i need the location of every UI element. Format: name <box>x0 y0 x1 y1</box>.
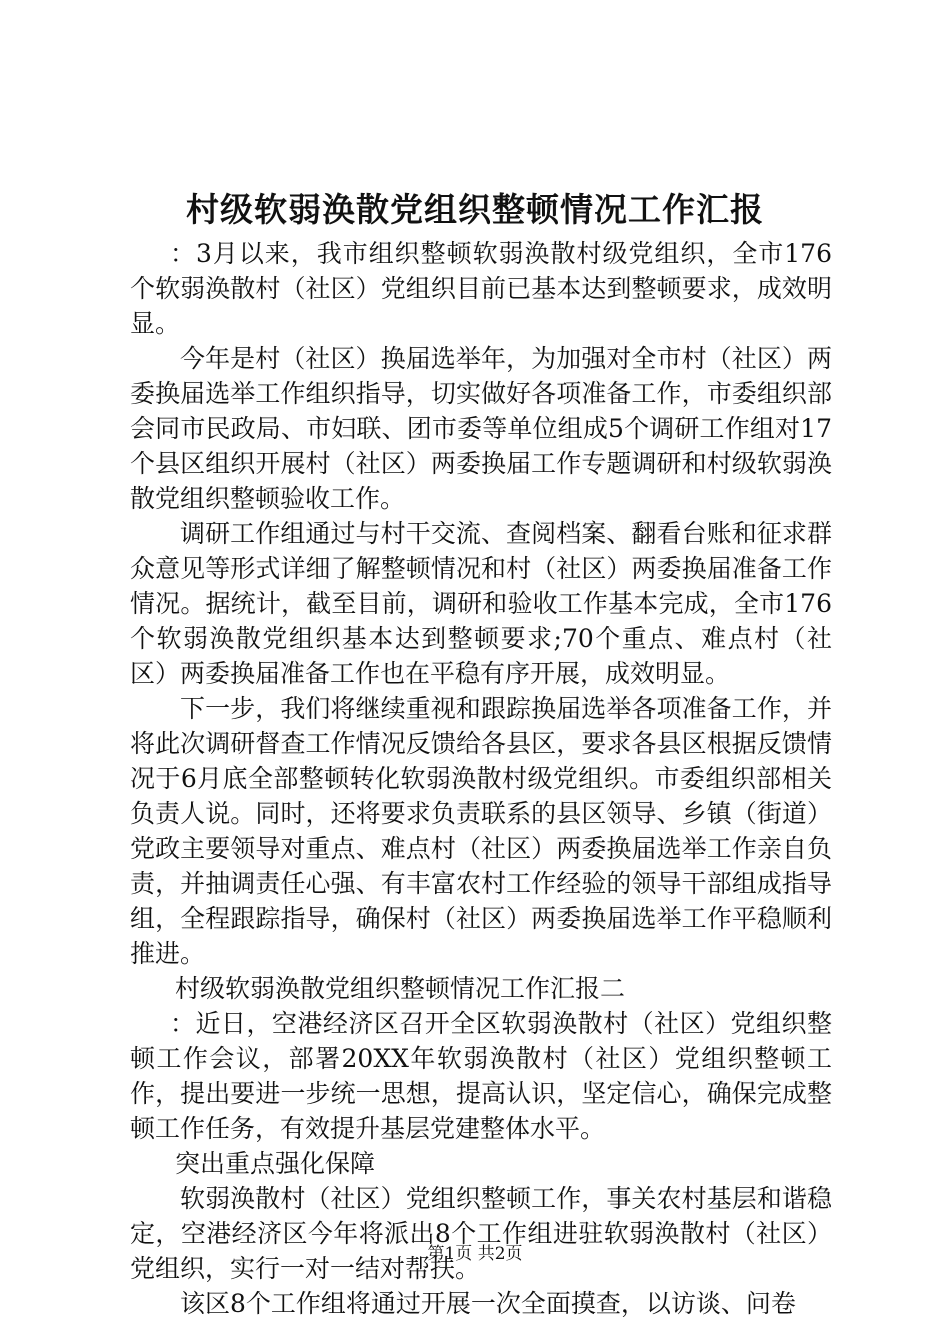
page-footer: 第1页 共2页 <box>427 1244 523 1264</box>
document-title: 村级软弱涣散党组织整顿情况工作汇报 <box>186 190 764 229</box>
paragraph-investigation: 调研工作组通过与村干交流、查阅档案、翻看台账和征求群众意见等形式详细了解整顿情况和村（社区）两委换届准备工作情况。据统计，截至目前，调研和验收工作基本完成，全市176个软弱涣散党组织基本达到整顿要求;70个重点、难点村（社区）两委换届准备工作也在平稳有序开展，成效明显。 <box>130 519 832 688</box>
document-body <box>130 236 832 1321</box>
paragraph-focus: 软弱涣散村（社区）党组织整顿工作，事关农村基层和谐稳定，空港经济区今年将派出8个工作组进驻软弱涣散村（社区）党组织，实行一对一结对帮扶。 <box>130 1184 832 1283</box>
section-subtitle: 村级软弱涣散党组织整顿情况工作汇报二 <box>175 974 626 1003</box>
paragraph-next-steps: 下一步，我们将继续重视和跟踪换届选举各项准备工作，并将此次调研督查工作情况反馈给各县区，要求各县区根据反馈情况于6月底全部整顿转化软弱涣散村级党组织。市委组织部相关负责人说。同时，还将要求负责联系的县区领导、乡镇（街道）党政主要领导对重点、难点村（社区）两委换届选举工作亲自负责，并抽调责任心强、有丰富农村工作经验的领导干部组成指导组，全程跟踪指导，确保村（社区）两委换届选举工作平稳顺利推进。 <box>130 694 832 968</box>
paragraph-workgroups: 该区8个工作组将通过开展一次全面摸查，以访谈、问卷 <box>180 1289 796 1318</box>
paragraph-intro: ：3月以来，我市组织整顿软弱涣散村级党组织，全市176个软弱涣散村（社区）党组织目前已基本达到整顿要求，成效明显。 <box>130 239 832 338</box>
section-heading: 突出重点强化保障 <box>175 1149 376 1178</box>
paragraph-election-year: 今年是村（社区）换届选举年，为加强对全市村（社区）两委换届选举工作组织指导，切实做好各项准备工作，市委组织部会同市民政局、市妇联、团市委等单位组成5个调研工作组对17个县区组织开展村（社区）两委换届工作专题调研和村级软弱涣散党组织整顿验收工作。 <box>130 344 832 513</box>
paragraph-airport-meeting: ：近日，空港经济区召开全区软弱涣散村（社区）党组织整顿工作会议，部署20XX年软弱涣散村（社区）党组织整顿工作，提出要进一步统一思想，提高认识，坚定信心，确保完成整顿工作任务，有效提升基层党建整体水平。 <box>130 1009 832 1143</box>
